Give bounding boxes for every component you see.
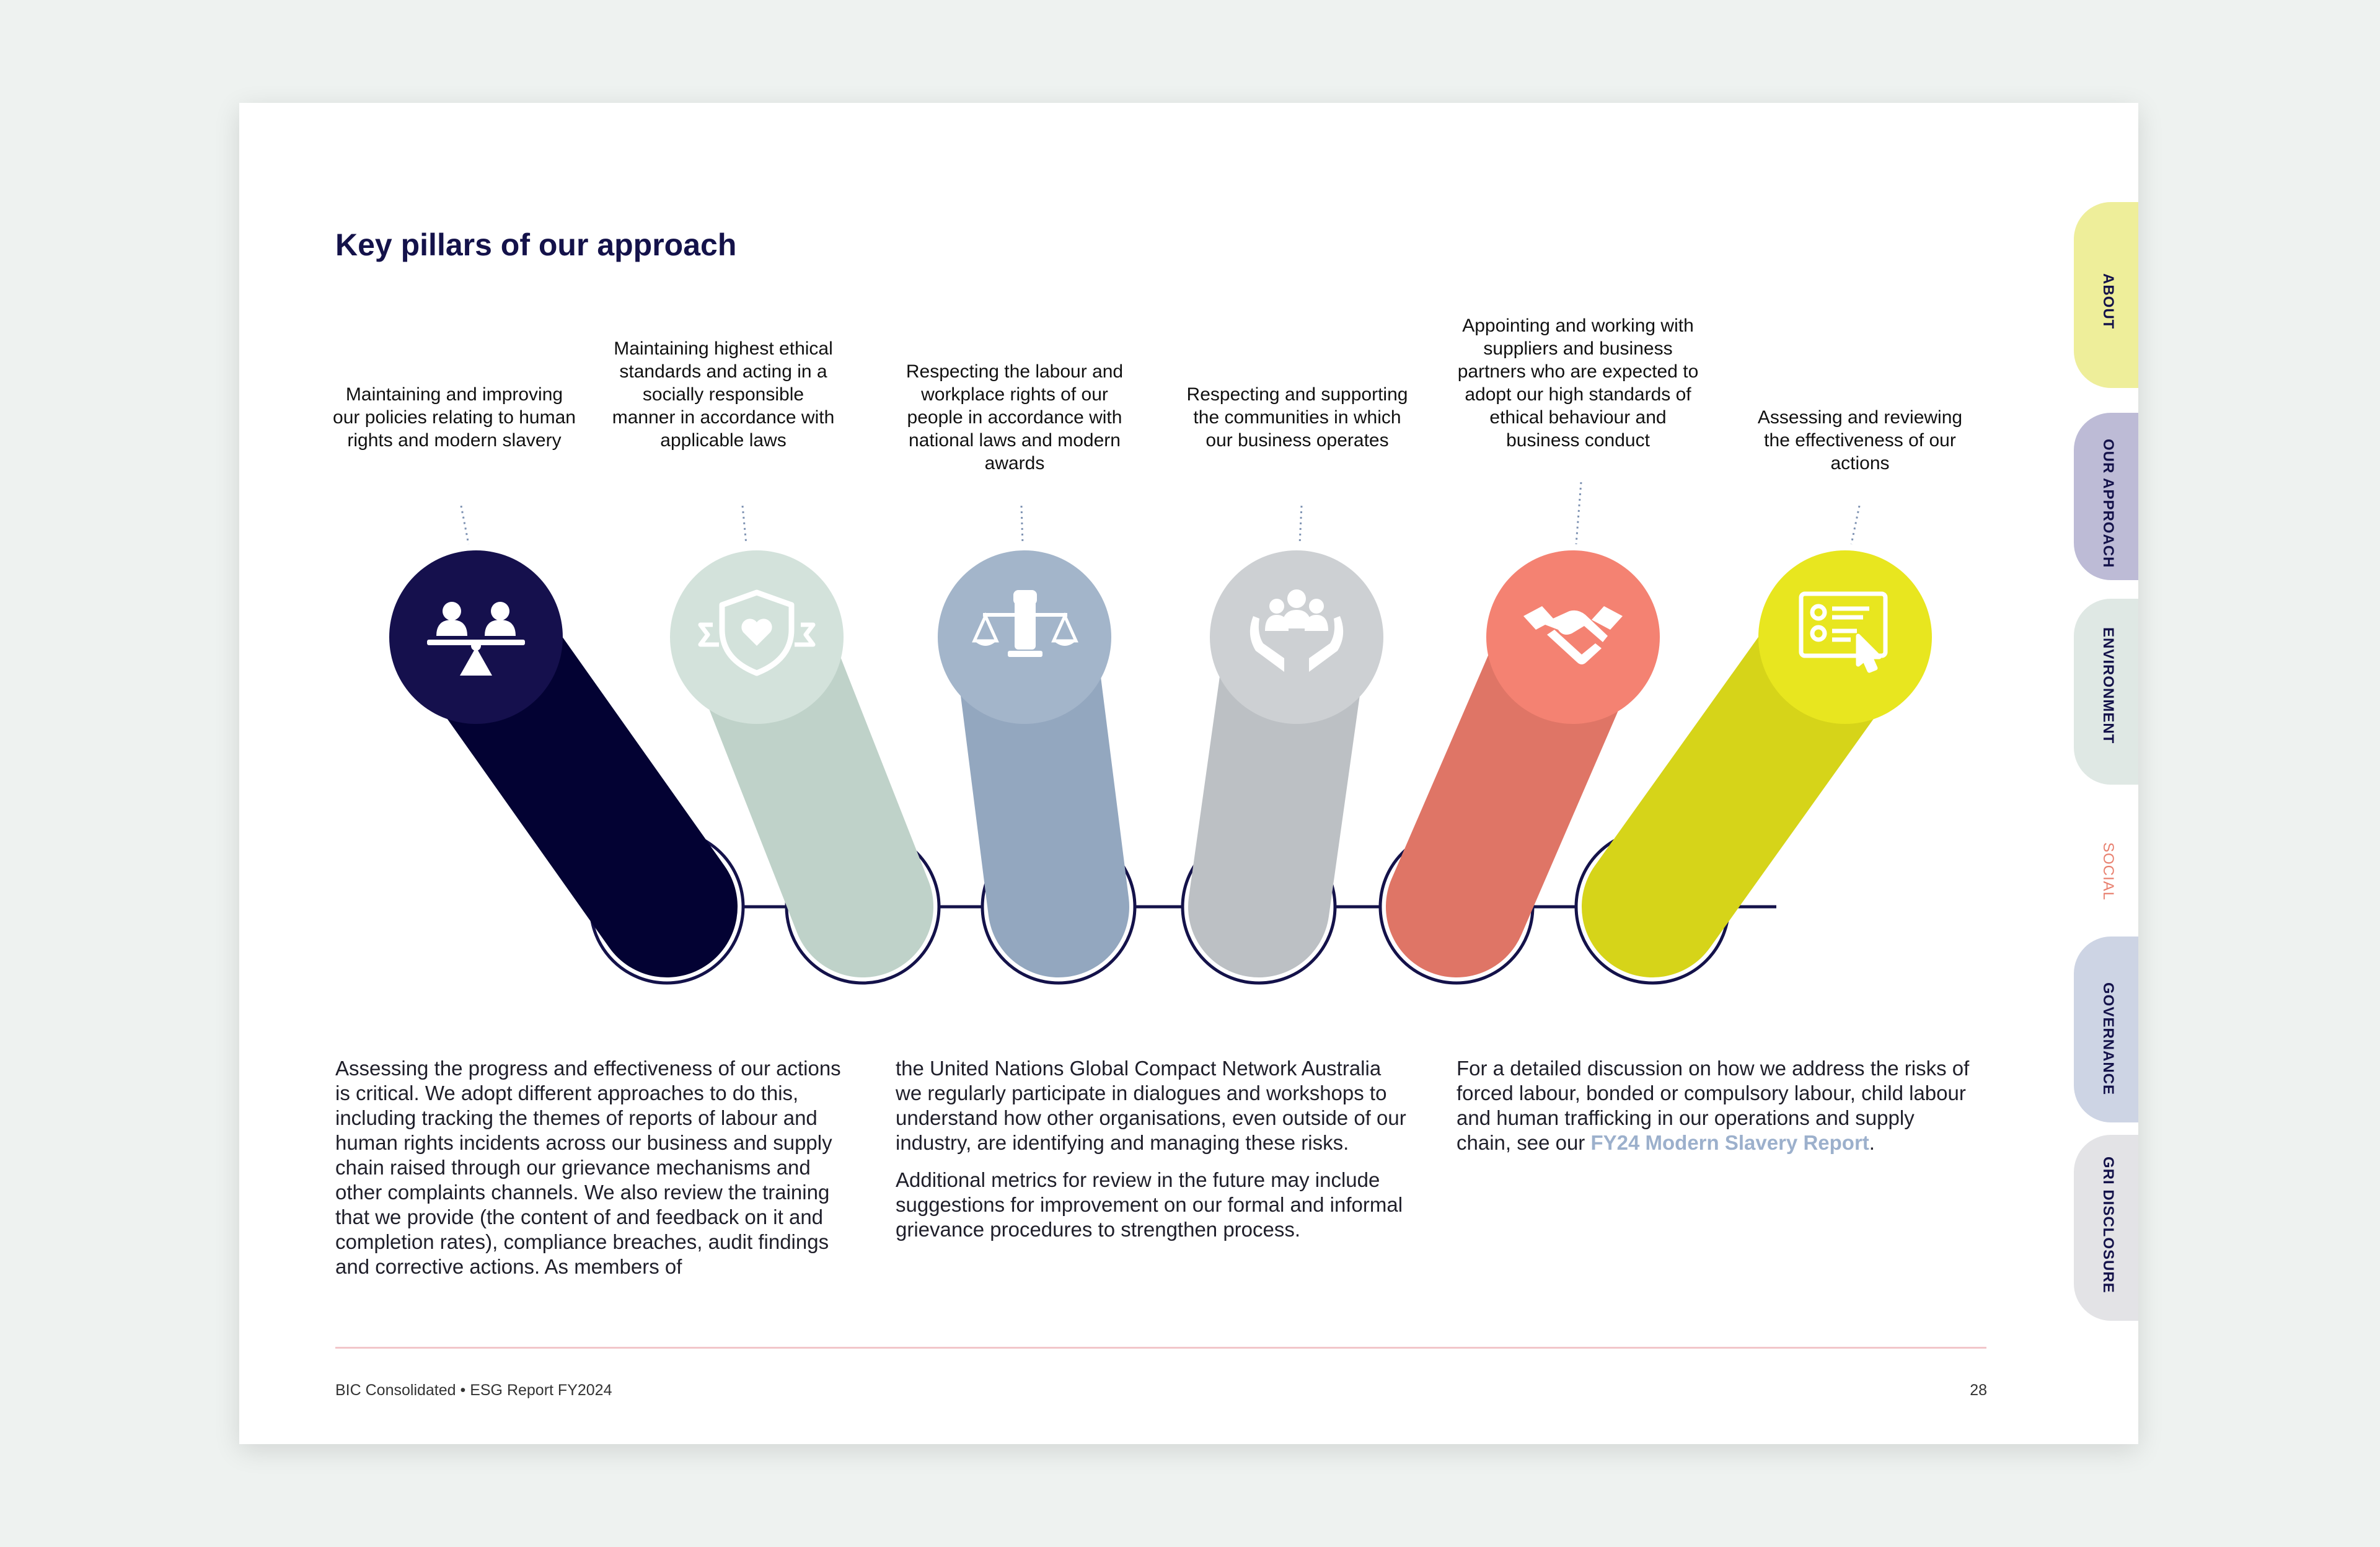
body-paragraph-2: the United Nations Global Compact Network Australia we regularly participate in dialogues and workshops to understand how other organisations, even outside of our industry, are identifying and managing these risks. — [896, 1057, 1406, 1154]
footer-report-title: BIC Consolidated • ESG Report FY2024 — [335, 1382, 612, 1399]
tab-governance-label: GOVERNANCE — [2100, 982, 2117, 1096]
leader-line-3 — [1021, 506, 1023, 544]
leader-line-6 — [1851, 506, 1859, 544]
pillar-text-3: Respecting the labour and workplace rights of our people in accordance with national laws and modern awards — [906, 361, 1124, 474]
leader-line-4 — [1300, 506, 1302, 544]
leader-line-5 — [1576, 482, 1581, 544]
body-column-1 — [335, 1056, 850, 1292]
pillar-text-6: Assessing and reviewing the effectiveness of our actions — [1757, 407, 1963, 474]
tab-gri-disclosure-label: GRI DISCLOSURE — [2100, 1156, 2117, 1294]
body-paragraph-4-end: . — [1869, 1131, 1875, 1154]
pillars-diagram — [239, 103, 2138, 995]
footer-divider — [335, 1347, 1986, 1349]
tab-environment-label: ENVIRONMENT — [2100, 627, 2117, 744]
tab-about-label: ABOUT — [2100, 273, 2117, 330]
tab-our-approach-label: OUR APPROACH — [2100, 438, 2117, 568]
pillar-text-1: Maintaining and improving our policies relating to human rights and modern slavery — [333, 384, 576, 451]
pillar-text-2: Maintaining highest ethical standards and acting in a socially responsible manner in accordance with applicable laws — [612, 338, 835, 451]
body-paragraph-4-text: For a detailed discussion on how we address the risks of forced labour, bonded or compulsory labour, child labour and human trafficking in our operations and supply chain, see our — [1457, 1057, 1970, 1154]
body-column-3 — [1457, 1056, 1971, 1168]
page-title: Key pillars of our approach — [335, 227, 737, 262]
report-page — [239, 103, 2138, 1444]
pillar-5-head — [1486, 550, 1660, 724]
page-number: 28 — [1970, 1382, 1987, 1399]
pillar-text-4: Respecting and supporting the communities in which our business operates — [1186, 384, 1408, 451]
body-paragraph-4 — [1457, 1056, 1971, 1155]
leader-line-2 — [743, 506, 746, 544]
pillar-text-5: Appointing and working with suppliers and business partners who are expected to adopt our high standards of ethical behaviour and business conduct — [1457, 315, 1699, 451]
pillar-4-head — [1210, 550, 1383, 724]
body-column-2 — [896, 1056, 1410, 1254]
leader-line-1 — [461, 506, 469, 544]
pillar-1-head — [389, 550, 563, 724]
modern-slavery-report-link[interactable]: FY24 Modern Slavery Report — [1590, 1131, 1869, 1154]
pillar-6-head — [1758, 550, 1932, 724]
body-paragraph-3: Additional metrics for review in the future may include suggestions for improvement on our formal and informal grievance procedures to strengthen process. — [896, 1168, 1403, 1241]
body-paragraph-1: Assessing the progress and effectiveness of our actions is critical. We adopt different approaches to do this, including tracking the themes of reports of labour and human rights incidents across our business and supply chain raised through our grievance mechanisms and other complaints channels. We also review the training that we provide (the content of and feedback on it and completion rates), compliance breaches, audit findings and corrective actions. As members of — [335, 1057, 841, 1278]
tab-social-label: SOCIAL — [2100, 842, 2117, 901]
